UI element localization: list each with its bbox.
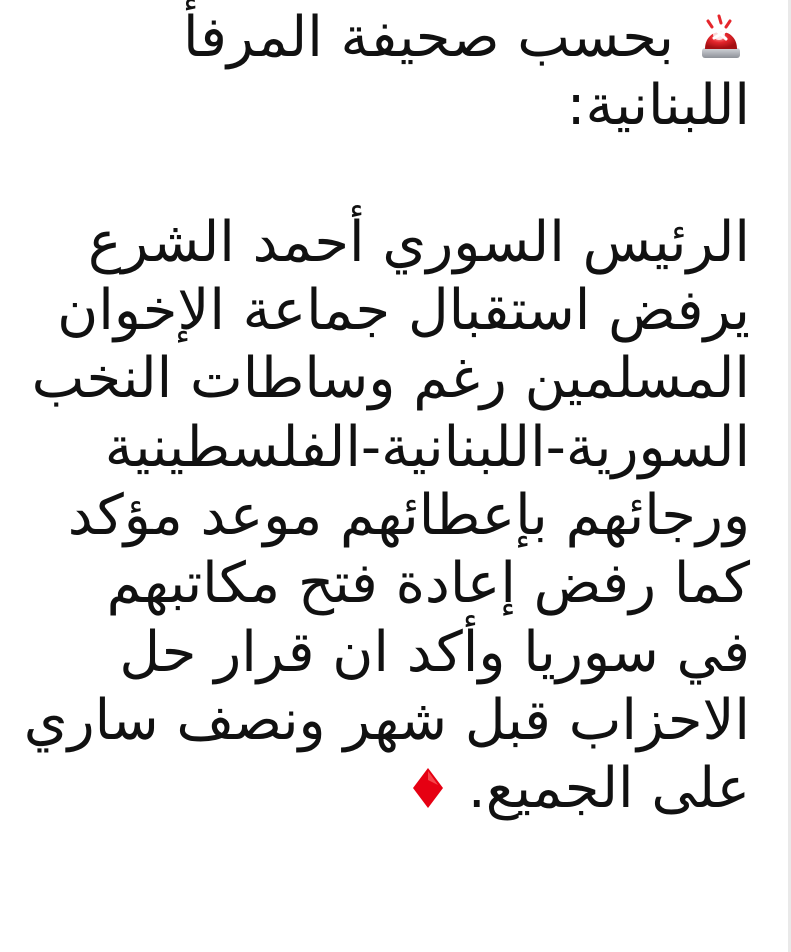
message-spacer bbox=[30, 141, 750, 209]
message-body-line: يرفض استقبال جماعة الإخوان bbox=[57, 277, 750, 343]
message-body-line: ورجائهم بإعطائهم موعد مؤكد bbox=[67, 482, 750, 548]
red-diamond-icon bbox=[412, 757, 444, 799]
message-body-line: الاحزاب قبل شهر ونصف ساري bbox=[23, 687, 750, 753]
alarm-icon bbox=[692, 9, 750, 67]
message-header-part-1: بحسب صحيفة المرفأ bbox=[183, 5, 674, 70]
message-body-line: في سوريا وأكد ان قرار حل bbox=[119, 619, 750, 685]
message-body-last-line bbox=[30, 755, 750, 823]
message-body-line: المسلمين رغم وساطات النخب bbox=[31, 346, 750, 412]
message-body-line: السورية-اللبنانية-الفلسطينية bbox=[104, 414, 750, 480]
message-body-line: الرئيس السوري أحمد الشرع bbox=[87, 209, 750, 275]
message-text bbox=[23, 4, 750, 823]
message-header-line bbox=[30, 4, 750, 72]
message-header-part-2: اللبنانية: bbox=[566, 73, 750, 139]
message-body-line: كما رفض إعادة فتح مكاتبهم bbox=[106, 551, 750, 617]
message-body-line: على الجميع. bbox=[467, 756, 750, 822]
